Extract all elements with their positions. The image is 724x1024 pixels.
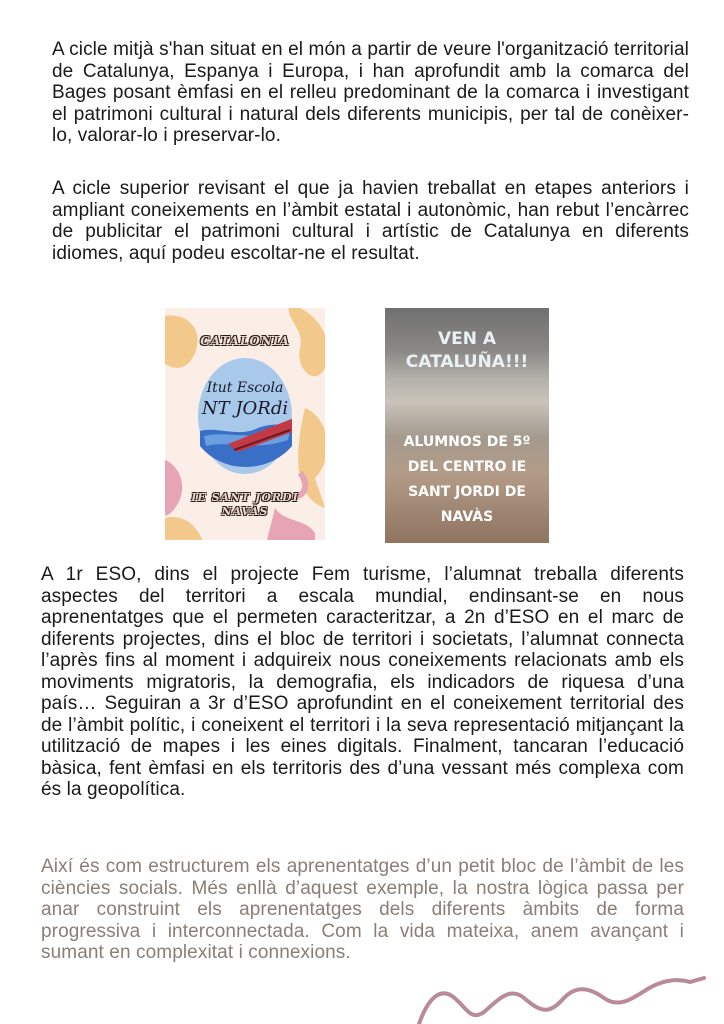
poster-catalonia-school-line2: NT JORdi — [201, 398, 289, 419]
paragraph-closing: Així és com estructurem els aprenentatges d’un petit bloc de l’àmbit de les ciències socials. Més enllà d’aquest exemple, la nostra lògica passa per anar construint els aprenentatges dels diferents àmbits de forma progressiva i interconnectada. Com la vida mateixa, anem avançant i sumant en complexitat i connexions. — [41, 856, 684, 963]
poster-ven-subtitle-line4: NAVÀS — [440, 509, 494, 525]
poster-ven-subtitle — [385, 430, 549, 530]
poster-ven-subtitle-line3: SANT JORDI DE — [408, 484, 526, 500]
paragraph-cicle-mitja: A cicle mitjà s'han situat en el món a partir de veure l'organització territorial de Catalunya, Espanya i Europa, i han aprofundit amb la comarca del Bages posant èmfasi en el relleu predominant de la comarca i investigant el patrimoni cultural i natural dels diferents municipis, per tal de conèixer-lo, valorar-lo i preservar-lo. — [52, 39, 689, 146]
poster-catalonia-school-line1: Itut Escola — [206, 380, 284, 396]
paragraph-eso: A 1r ESO, dins el projecte Fem turisme, l’alumnat treballa diferents aspectes del territori a escala mundial, endinsant-se en nous aprenentatges que el permeten caracteritzar, a 2n d’ESO en el marc de diferents projectes, dins el bloc de territori i societats, l’alumnat connecta l’après fins al moment i adquireix nous coneixements relacionats amb els moviments migratoris, la demografia, els indicadors de riquesa d’una país… Seguiran a 3r d’ESO aprofundint en el coneixement territorial des de l’àmbit polític, i coneixent el territori i la seva representació mitjançant la utilització de mapes i les eines digitals. Finalment, tancaran l’educació bàsica, fent èmfasi en els territoris des d’una vessant més complexa com és la geopolítica. — [41, 564, 684, 800]
paragraph-cicle-superior: A cicle superior revisant el que ja havien treballat en etapes anteriors i ampliant coneixements en l’àmbit estatal i autonòmic, han rebut l’encàrrec de publicitar el patrimoni cultural i artístic de Catalunya en diferents idiomes, aquí podeu escoltar-ne el resultat. — [52, 178, 689, 264]
poster-ven-subtitle-line1: ALUMNOS DE 5º — [403, 434, 531, 450]
poster-ven-subtitle-line2: DEL CENTRO IE — [407, 459, 527, 475]
poster-catalonia-title: CATALONIA — [200, 334, 290, 348]
poster-ven-a-cataluna[interactable] — [385, 308, 549, 543]
poster-catalonia[interactable] — [165, 308, 325, 540]
poster-ven-title-line1: VEN A — [437, 329, 497, 349]
poster-catalonia-footer-line2: NAVÀS — [221, 505, 269, 518]
poster-catalonia-footer-line1: IE SANT JORDI — [191, 491, 299, 504]
poster-ven-title — [385, 328, 549, 374]
poster-ven-title-line2: CATALUÑA!!! — [405, 352, 529, 372]
